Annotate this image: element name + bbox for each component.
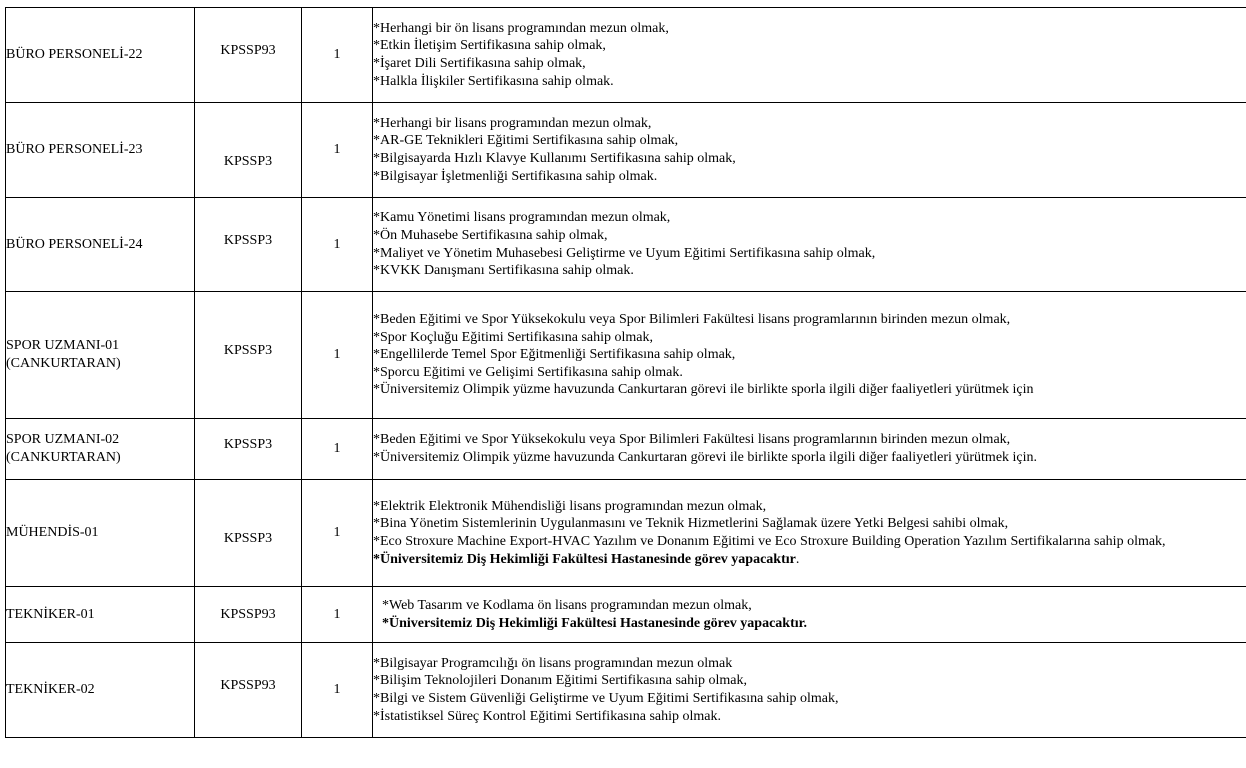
requirements	[373, 198, 1246, 292]
position-count: 1	[302, 643, 373, 738]
position-count: 1	[302, 480, 373, 587]
table-row	[6, 103, 1246, 198]
position-count: 1	[302, 587, 373, 643]
table-row	[6, 419, 1246, 480]
table-row	[6, 643, 1246, 738]
position-title: BÜRO PERSONELİ-24	[6, 198, 195, 292]
requirement-line: *AR-GE Teknikleri Eğitimi Sertifikasına sahip olmak,	[373, 133, 679, 149]
exam-score-type: KPSSP93	[195, 643, 302, 738]
position-title: TEKNİKER-01	[6, 587, 195, 643]
requirement-line: *Etkin İletişim Sertifikasına sahip olmak,	[373, 38, 606, 54]
requirement-line: *Eco Stroxure Machine Export-HVAC Yazılım ve Donanım Eğitimi ve Eco Stroxure Building Operation Yazılım Sertifikalarına sahip olmak,	[373, 534, 1166, 549]
requirement-line: *Beden Eğitimi ve Spor Yüksekokulu veya Spor Bilimleri Fakültesi lisans programlarının birinden mezun olmak,	[373, 432, 1011, 448]
table-row	[6, 480, 1246, 587]
requirement-line: *Sporcu Eğitimi ve Gelişimi Sertifikasına sahip olmak.	[373, 364, 683, 380]
exam-score-type: KPSSP3	[195, 480, 302, 587]
requirement-line: *Üniversitemiz Diş Hekimliği Fakültesi Hastanesinde görev yapacaktır.	[382, 615, 808, 631]
position-title: MÜHENDİS-01	[6, 480, 195, 587]
requirement-line: *Bilgisayar İşletmenliği Sertifikasına sahip olmak.	[373, 168, 658, 184]
table-row	[6, 8, 1246, 103]
position-title: SPOR UZMANI-01 (CANKURTARAN)	[6, 292, 195, 419]
requirement-line: *Herhangi bir ön lisans programından mezun olmak,	[373, 20, 669, 36]
requirement-line: *İstatistiksel Süreç Kontrol Eğitimi Sertifikasına sahip olmak.	[373, 708, 722, 724]
requirement-line: *Ön Muhasebe Sertifikasına sahip olmak,	[373, 227, 608, 243]
requirement-line: *Web Tasarım ve Kodlama ön lisans programından mezun olmak,	[382, 597, 752, 613]
position-count: 1	[302, 8, 373, 103]
requirement-line: *Üniversitemiz Olimpik yüzme havuzunda Cankurtaran görevi ile birlikte sporla ilgili diğer faaliyetleri yürütmek için.	[373, 450, 1038, 465]
requirement-line: *Bilgisayarda Hızlı Klavye Kullanımı Sertifikasına sahip olmak,	[373, 151, 736, 166]
requirement-line: *Halkla İlişkiler Sertifikasına sahip olmak.	[373, 73, 614, 89]
requirement-line: *Maliyet ve Yönetim Muhasebesi Geliştirme ve Uyum Eğitimi Sertifikasına sahip olmak,	[373, 245, 876, 261]
position-title: BÜRO PERSONELİ-22	[6, 8, 195, 103]
exam-score-type: KPSSP93	[195, 587, 302, 643]
requirement-line: *Engellilerde Temel Spor Eğitmenliği Sertifikasına sahip olmak,	[373, 347, 736, 363]
requirements	[373, 419, 1246, 480]
requirement-line: *Kamu Yönetimi lisans programından mezun olmak,	[373, 210, 671, 226]
requirement-line: *Elektrik Elektronik Mühendisliği lisans programından mezun olmak,	[373, 498, 767, 514]
requirements	[373, 480, 1246, 587]
requirement-line: *KVKK Danışmanı Sertifikasına sahip olmak.	[373, 263, 634, 279]
exam-score-type: KPSSP3	[195, 103, 302, 198]
requirement-line: *Üniversitemiz Olimpik yüzme havuzunda Cankurtaran görevi ile birlikte sporla ilgili diğer faaliyetleri yürütmek için	[373, 382, 1034, 398]
exam-score-type: KPSSP3	[195, 198, 302, 292]
requirements	[373, 643, 1246, 738]
requirement-line: *Üniversitemiz Diş Hekimliği Fakültesi Hastanesinde görev yapacaktır.	[373, 551, 800, 567]
table-row	[6, 587, 1246, 643]
position-title: BÜRO PERSONELİ-23	[6, 103, 195, 198]
exam-score-type: KPSSP3	[195, 292, 302, 419]
exam-score-type: KPSSP3	[195, 419, 302, 480]
requirements	[373, 8, 1246, 103]
requirements	[373, 292, 1246, 419]
position-title: TEKNİKER-02	[6, 643, 195, 738]
position-title: SPOR UZMANI-02 (CANKURTARAN)	[6, 419, 195, 480]
table-row	[6, 198, 1246, 292]
requirement-line: *Bina Yönetim Sistemlerinin Uygulanmasını ve Teknik Hizmetlerini Sağlamak üzere Yetki Belgesi sahibi olmak,	[373, 516, 1009, 532]
table-row	[6, 292, 1246, 419]
position-count: 1	[302, 103, 373, 198]
position-count: 1	[302, 198, 373, 292]
requirement-line: *Bilgisayar Programcılığı ön lisans programından mezun olmak	[373, 655, 733, 671]
requirements	[373, 103, 1246, 198]
requirement-line: *Bilgi ve Sistem Güvenliği Geliştirme ve Uyum Eğitimi Sertifikasına sahip olmak,	[373, 691, 839, 706]
exam-score-type: KPSSP93	[195, 8, 302, 103]
requirement-line: *Bilişim Teknolojileri Donanım Eğitimi Sertifikasına sahip olmak,	[373, 673, 748, 689]
requirement-line: *Beden Eğitimi ve Spor Yüksekokulu veya Spor Bilimleri Fakültesi lisans programlarının birinden mezun olmak,	[373, 312, 1011, 328]
position-count: 1	[302, 292, 373, 419]
position-count: 1	[302, 419, 373, 480]
requirements	[373, 587, 1246, 643]
requirement-line: *Herhangi bir lisans programından mezun olmak,	[373, 115, 652, 131]
positions-table	[5, 7, 1246, 738]
requirement-line: *Spor Koçluğu Eğitimi Sertifikasına sahip olmak,	[373, 329, 653, 345]
requirement-line: *İşaret Dili Sertifikasına sahip olmak,	[373, 56, 586, 71]
